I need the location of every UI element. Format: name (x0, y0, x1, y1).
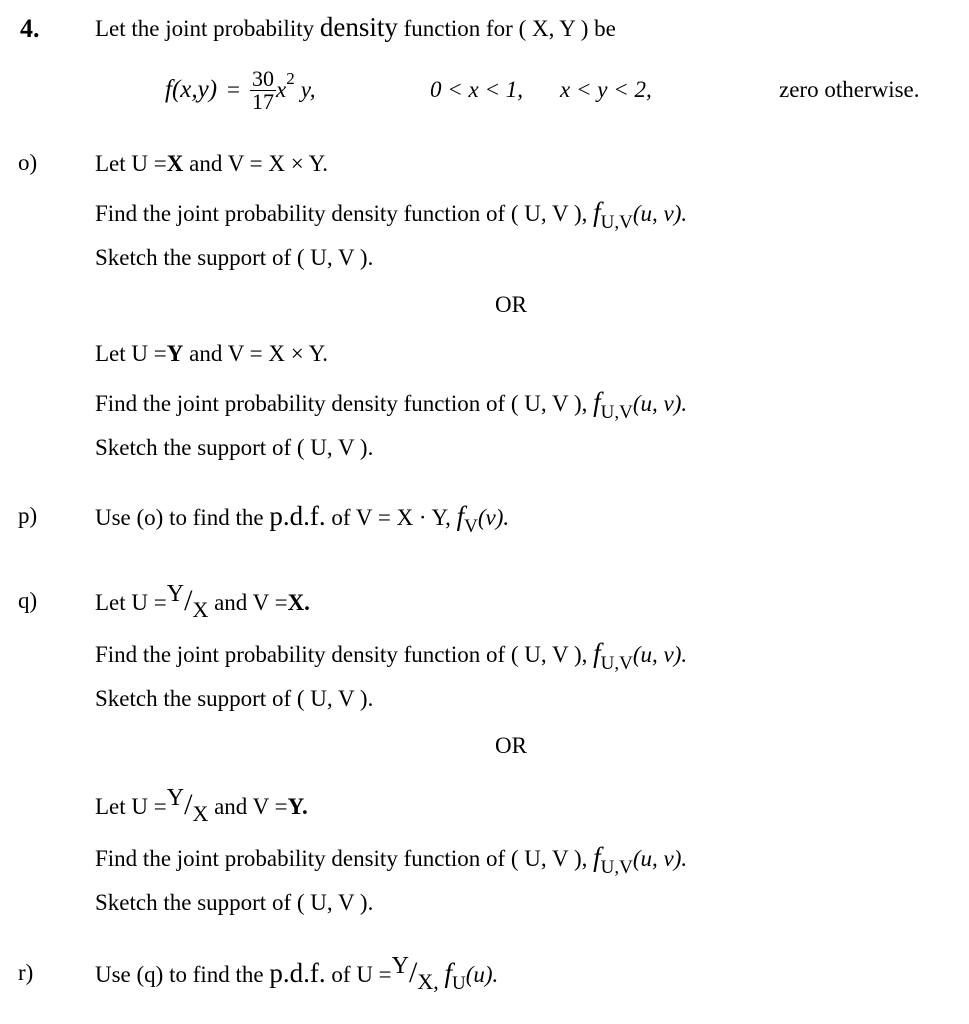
part-q-alt-sketch: Sketch the support of ( U, V ). (95, 890, 374, 915)
part-o-or: OR (495, 292, 527, 317)
part-q-sketch: Sketch the support of ( U, V ). (95, 686, 374, 711)
part-q-let: Let U =Y/X and V =X. (95, 581, 310, 622)
pdf-range-y: x < y < 2, (560, 77, 652, 102)
part-o-label: o) (18, 150, 38, 175)
problem-number: 4. (20, 14, 40, 43)
pdf-exponent: 2 (286, 69, 295, 88)
part-r-text: Use (q) to find the p.d.f. of U =Y/X, $f_U(u)$. (95, 953, 499, 994)
part-p-label: p) (18, 503, 38, 528)
frac-numerator: 30 (252, 65, 275, 91)
part-q-find: Find the joint probability density function of ( U, V ), $f_{U,V}(u$, v). (95, 638, 688, 674)
part-o-alt-let: Let U =Y and V = X × Y. (95, 341, 328, 366)
pdf-range-x: 0 < x < 1, (430, 77, 523, 102)
part-q-alt-let: Let U =Y/X and V =Y. (95, 785, 308, 826)
intro-text: Let the joint probability (95, 16, 315, 41)
pdf-fraction (250, 65, 276, 114)
part-q-or: OR (495, 733, 527, 758)
part-o-alt-find: Find the joint probability density function of ( U, V ), $f_{U,V}(u$, v). (95, 387, 688, 423)
part-q-label: q) (18, 588, 38, 613)
intro-density: density (319, 12, 398, 42)
frac-denominator: 17 (252, 88, 275, 114)
part-o-sketch: Sketch the support of ( U, V ). (95, 245, 374, 270)
pdf-otherwise: zero otherwise. (779, 77, 920, 102)
part-o-find: Find the joint probability density function of ( U, V ), $f_{U,V}(u$, v). (95, 197, 688, 233)
intro-rest: function for (403, 16, 513, 41)
pdf-equals: = (227, 77, 241, 102)
part-o-let: Let U =X and V = X × Y. (95, 151, 328, 176)
part-o-alt-sketch: Sketch the support of ( U, V ). (95, 435, 374, 460)
pdf-formula (165, 62, 315, 118)
part-p-text: Use (o) to find the p.d.f. of V = X · Y, $f_V(v)$. (95, 501, 510, 537)
intro-pair: ( X, Y ) (518, 16, 589, 41)
pdf-lhs: f(x,y) (165, 76, 218, 103)
intro-be: be (594, 16, 616, 41)
part-r-label: r) (18, 960, 34, 985)
problem-intro (95, 12, 616, 44)
pdf-var-x: x (276, 77, 287, 102)
pdf-var-y: y, (300, 77, 316, 102)
part-q-alt-find: Find the joint probability density function of ( U, V ), $f_{U,V}(u$, v). (95, 842, 688, 878)
